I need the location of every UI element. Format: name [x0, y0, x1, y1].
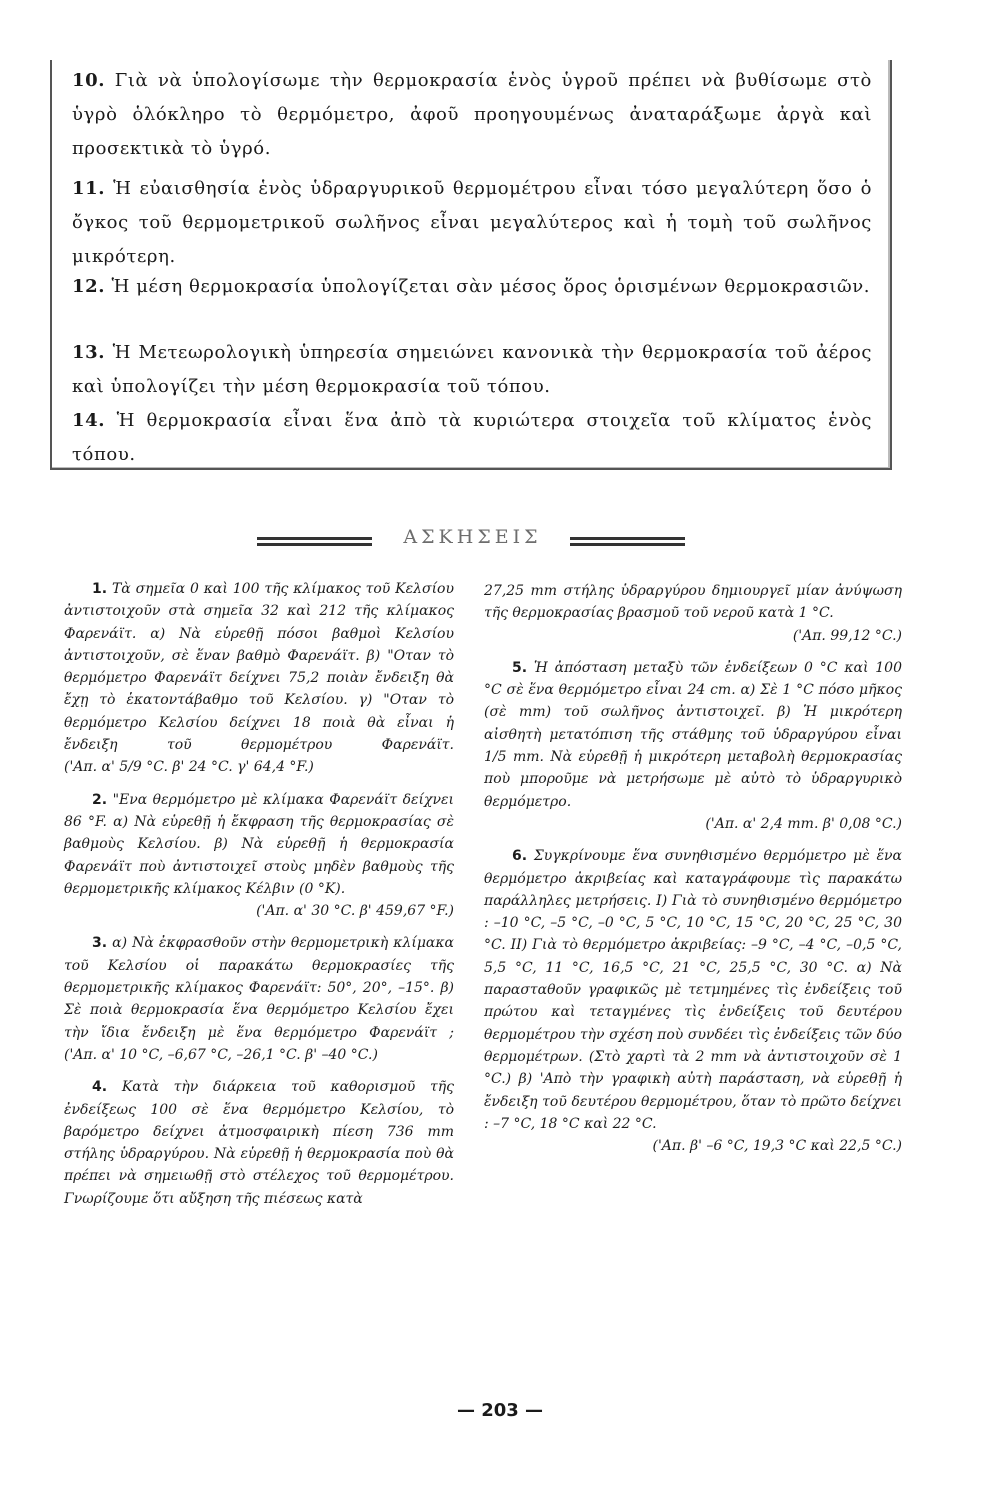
- summary-item-10: [72, 64, 872, 166]
- exercise-text: Ἡ ἀπόσταση μεταξὺ τῶν ἐνδείξεων 0 °C καὶ 100 °C σὲ ἕνα θερμόμετρο εἶναι 24 cm. α) Σὲ 1 °C πόσο μῆκος (σὲ mm) τοῦ σωλῆνος ἀντιστοιχεῖ. β) Ἡ μικρότερη αἰσθητὴ μετατόπιση τῆς στάθμης τοῦ ὑδραργύρου εἶναι 1/5 mm. Νὰ εὑρεθῇ ἡ μικρότερη μεταβολὴ θερμοκρασίας ποὺ μποροῦμε νὰ μετρήσωμε μὲ αὐτὸ τὸ ὑδραργυρικὸ θερμόμετρο.: [484, 659, 902, 810]
- exercise-answer: ('Απ. α' 5/9 °C. β' 24 °C. γ' 64,4 °F.): [64, 759, 314, 776]
- exercise-5: [484, 657, 902, 835]
- exercise-answer: ('Απ. α' 2,4 mm. β' 0,08 °C.): [705, 815, 902, 832]
- summary-item-12: [72, 270, 872, 304]
- exercise-number: 6.: [512, 848, 528, 865]
- summary-item-11: [72, 172, 872, 274]
- exercise-6: [484, 845, 902, 1157]
- exercise-number: 3.: [92, 935, 108, 952]
- exercise-text: Συγκρίνουμε ἕνα συνηθισμένο θερμόμετρο μὲ ἕνα θερμόμετρο ἀκριβείας καὶ καταγράφουμε τὶς παρακάτω παράλληλες μετρήσεις. I) Γιὰ τὸ συνηθισμένο θερμόμετρο : –10 °C, –5 °C, –0 °C, 5 °C, 10 °C, 15 °C, 20 °C, 25 °C, 30 °C. II) Γιὰ τὸ θερμόμετρο ἀκριβείας: –9 °C, –4 °C, –0,5 °C, 5,5 °C, 11 °C, 16,5 °C, 21 °C, 25,5 °C, 30 °C. α) Νὰ παρασταθοῦν γραφικῶς μὲ τετμημένες τὶς ἐνδείξεις τοῦ πρώτου καὶ τεταγμένες τὶς ἐνδείξεις τοῦ δευτέρου θερμομέτρου τὴν σχέση ποὺ συνδέει τὶς ἐνδείξεις τῶν δύο θερμομέτρων. (Στὸ χαρτὶ τὰ 2 mm νὰ ἀντιστοιχοῦν σὲ 1 °C.) β) 'Απὸ τὴν γραφικὴ αὐτὴ παράσταση, νὰ εὑρεθῇ ἡ ἔνδειξη τοῦ δευτέρου θερμομέτρου, ὅταν τὸ πρῶτο δείχνει : –7 °C, 18 °C καὶ 22 °C.: [484, 848, 903, 1132]
- exercise-1: [64, 578, 454, 779]
- summary-text: Ἡ Μετεωρολογικὴ ὑπηρεσία σημειώνει κανονικὰ τὴν θερμοκρασία τοῦ ἀέρος καὶ ὑπολογίζει τὴν μέση θερμοκρασία τοῦ τόπου.: [72, 342, 872, 397]
- exercises-left-column: [64, 578, 454, 1220]
- summary-text: Ἡ εὐαισθησία ἑνὸς ὑδραργυρικοῦ θερμομέτρου εἶναι τόσο μεγαλύτερη ὅσο ὁ ὄγκος τοῦ θερμομετρικοῦ σωλῆνος εἶναι μεγαλύτερος καὶ ἡ τομὴ τοῦ σωλῆνος μικρότερη.: [72, 178, 873, 267]
- exercise-text: Κατὰ τὴν διάρκεια τοῦ καθορισμοῦ τῆς ἐνδείξεως 100 σὲ ἕνα θερμόμετρο Κελσίου, τὸ βαρόμετρο δείχνει ἀτμοσφαιρικὴ πίεση 736 mm στήλης ὑδραργύρου. Νὰ εὑρεθῇ ἡ θερμοκρασία ποὺ θὰ πρέπει νὰ σημειωθῇ στὸ στέλεχος τοῦ θερμομέτρου. Γνωρίζουμε ὅτι αὔξηση τῆς πιέσεως κατὰ: [64, 1079, 454, 1207]
- exercise-answer: ('Απ. β' –6 °C, 19,3 °C καὶ 22,5 °C.): [652, 1138, 902, 1155]
- summary-text: Ἡ θερμοκρασία εἶναι ἕνα ἀπὸ τὰ κυριώτερα στοιχεῖα τοῦ κλίματος ἑνὸς τόπου.: [72, 410, 873, 465]
- exercise-number: 5.: [512, 659, 528, 676]
- exercise-text: 27,25 mm στήλης ὑδραργύρου δημιουργεῖ μίαν ἀνύψωση τῆς θερμοκρασίας βρασμοῦ τοῦ νεροῦ κατὰ 1 °C.: [484, 583, 902, 622]
- exercise-text: Τὰ σημεῖα 0 καὶ 100 τῆς κλίμακος τοῦ Κελσίου ἀντιστοιχοῦν στὰ σημεῖα 32 καὶ 212 τῆς κλίμακος Φαρενάϊτ. α) Νὰ εὑρεθῇ πόσοι βαθμοὶ Κελσίου ἀντιστοιχοῦν, σὲ ἕναν βαθμὸ Φαρενάϊτ. β) "Οταν τὸ θερμόμετρο Φαρενάϊτ δείχνει 75,2 ποιὰν ἔνδειξη θὰ ἔχῃ τὸ ἑκατοντάβαθμο τοῦ Κελσίου. γ) "Οταν τὸ θερμόμετρο Κελσίου δείχνει 18 ποιὰ θὰ εἶναι ἡ ἔνδειξη τοῦ θερμομέτρου Φαρενάϊτ.: [64, 581, 454, 754]
- summary-item-13: [72, 336, 872, 404]
- heading-rule-left-bottom: [257, 543, 372, 546]
- exercise-2: [64, 789, 454, 923]
- exercises-heading: ΑΣΚΗΣΕΙΣ: [403, 526, 542, 548]
- summary-number: 10.: [72, 70, 106, 91]
- exercise-4: [64, 1076, 454, 1210]
- exercise-number: 2.: [92, 791, 108, 808]
- summary-number: 14.: [72, 410, 106, 431]
- exercise-4-continuation: [484, 580, 902, 647]
- heading-rule-right-top: [570, 537, 685, 540]
- summary-number: 11.: [72, 178, 106, 199]
- exercise-answer: ('Απ. α' 10 °C, –6,67 °C, –26,1 °C. β' –40 °C.): [64, 1046, 378, 1063]
- summary-text: Γιὰ νὰ ὑπολογίσωμε τὴν θερμοκρασία ἑνὸς ὑγροῦ πρέπει νὰ βυθίσωμε στὸ ὑγρὸ ὁλόκληρο τὸ θερμόμετρο, ἀφοῦ προηγουμένως ἀναταράξωμε ἀργὰ καὶ προσεκτικὰ τὸ ὑγρό.: [72, 70, 872, 159]
- exercise-text: "Ενα θερμόμετρο μὲ κλίμακα Φαρενάϊτ δείχνει 86 °F. α) Νὰ εὑρεθῇ ἡ ἔκφραση τῆς θερμοκρασίας σὲ βαθμοὺς Κελσίου. β) Νὰ εὑρεθῇ ἡ θερμοκρασία Φαρενάϊτ ποὺ ἀντιστοιχεῖ στοὺς μηδὲν βαθμοὺς τῆς θερμομετρικῆς κλίμακος Κέλβιν (0 °K).: [64, 791, 455, 897]
- exercise-number: 1.: [92, 581, 108, 597]
- exercise-text: α) Νὰ ἐκφρασθοῦν στὴν θερμομετρικὴ κλίμακα τοῦ Κελσίου οἱ παρακάτω θερμοκρασίες τῆς θερμομετρικῆς κλίμακος Φαρενάϊτ: 50°, 20°, –15°. β) Σὲ ποιὰ θερμοκρασία ἕνα θερμόμετρο Κελσίου ἔχει τὴν ἴδια ἔνδειξη μὲ ἕνα θερμόμετρο Φαρενάϊτ ;: [64, 935, 455, 1041]
- exercise-answer: ('Απ. 99,12 °C.): [792, 627, 902, 644]
- summary-text: Ἡ μέση θερμοκρασία ὑπολογίζεται σὰν μέσος ὅρος ὁρισμένων θερμοκρασιῶν.: [111, 276, 871, 297]
- summary-item-14: [72, 404, 872, 472]
- page-number: — 203 —: [456, 1400, 544, 1421]
- exercise-number: 4.: [92, 1079, 108, 1096]
- summary-number: 12.: [72, 276, 106, 297]
- summary-number: 13.: [72, 342, 106, 363]
- exercise-3: [64, 932, 454, 1066]
- exercises-right-column: [484, 580, 902, 1167]
- exercise-answer: ('Απ. α' 30 °C. β' 459,67 °F.): [256, 903, 454, 920]
- heading-rule-right-bottom: [570, 543, 685, 546]
- heading-rule-left-top: [257, 537, 372, 540]
